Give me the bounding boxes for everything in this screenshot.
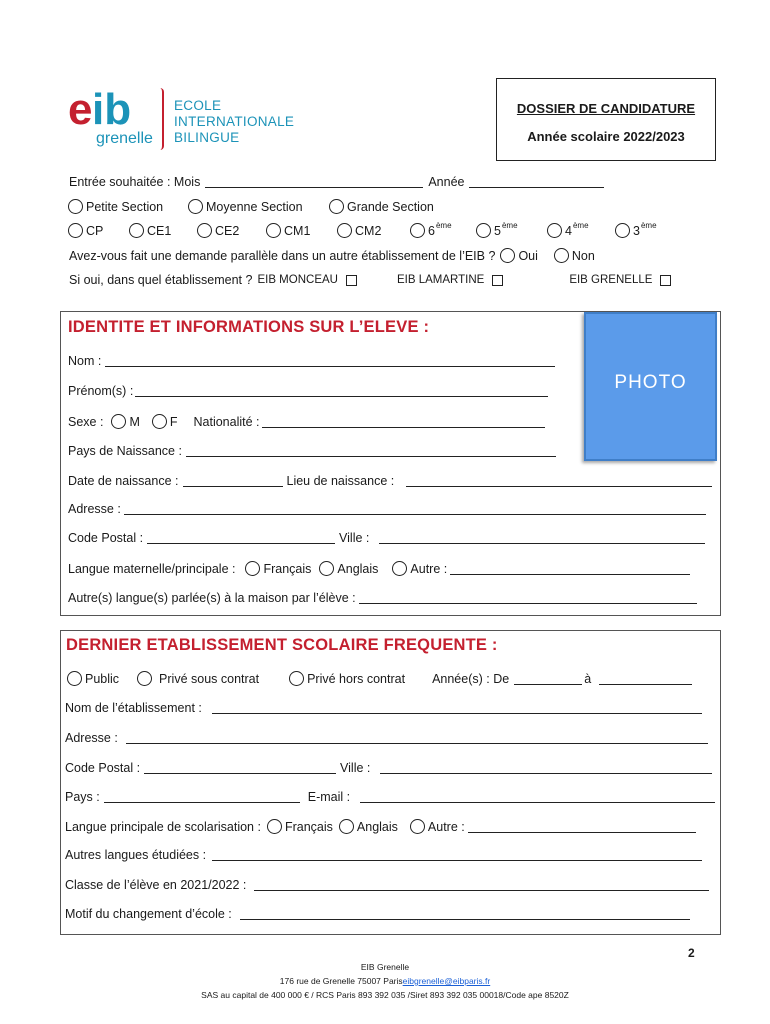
option-school-francais[interactable] [267,819,333,834]
option-label: Public [85,671,120,686]
radio-circle[interactable] [337,223,352,238]
school-option-lamartine[interactable] [397,274,503,286]
student-sex-row [68,414,545,429]
school-logo [68,85,295,154]
entry-row [69,175,604,189]
logo-e: e [68,85,92,134]
student-name-label: Nom : [68,354,102,368]
school-option-grenelle[interactable] [569,274,671,286]
radio-circle[interactable] [188,199,203,214]
option-grande-section[interactable] [329,199,434,214]
option-3eme[interactable] [615,223,657,238]
option-label: Anglais [337,561,379,576]
student-nationality-label: Nationalité : [193,414,260,429]
student-other-languages-row [68,591,697,605]
option-label: M [129,414,140,429]
option-ce1[interactable] [129,223,171,238]
logo-ib: ib [92,85,132,134]
option-sex-f[interactable] [152,414,178,429]
school-other-languages-field[interactable] [212,849,702,861]
option-label: F [169,414,178,429]
student-city-label: Ville : [339,531,370,545]
radio-circle[interactable] [319,561,334,576]
student-sex-label: Sexe : [68,414,104,429]
student-postal-row [68,531,705,545]
footer [0,960,770,1002]
change-reason-row [65,907,690,921]
student-name-field[interactable] [105,355,555,367]
student-birth-country-field[interactable] [186,445,556,457]
radio-circle[interactable] [245,561,260,576]
option-moyenne-section[interactable] [188,199,303,214]
school-name-label: Nom de l’établissement : [65,701,202,715]
parallel-request-row [69,248,595,263]
option-school-anglais[interactable] [339,819,398,834]
school-country-label: Pays : [65,790,100,804]
option-5eme[interactable] [476,223,518,238]
radio-circle[interactable] [392,561,407,576]
school-email-label: E-mail : [307,790,351,804]
radio-circle[interactable] [68,199,83,214]
option-public[interactable] [67,671,119,686]
option-label: CP [86,223,104,238]
student-firstname-label: Prénom(s) : [68,384,134,398]
option-anglais[interactable] [319,561,378,576]
which-school-row [69,273,671,287]
logo-text [174,98,294,146]
ordinal-suffix: ème [572,221,589,230]
entry-month-field[interactable] [205,176,423,188]
footer-address-line [0,974,770,988]
checkbox[interactable] [346,275,357,286]
option-label: Grande Section [347,199,434,214]
radio-circle[interactable] [111,414,126,429]
school-type-row [67,671,692,686]
school-address-field[interactable] [126,732,708,744]
radio-circle[interactable] [410,223,425,238]
student-firstname-row [68,384,548,398]
school-name-row [65,701,702,715]
option-ce2[interactable] [197,223,239,238]
option-4eme[interactable] [547,223,589,238]
school-years-label: Année(s) : De [432,671,510,686]
option-oui[interactable] [500,248,537,263]
option-label: 5 [494,223,501,238]
logo-line: BILINGUE [174,130,240,145]
radio-circle[interactable] [410,819,425,834]
last-school-section-title: DERNIER ETABLISSEMENT SCOLAIRE FREQUENTE : [66,636,498,654]
student-firstname-field[interactable] [135,385,548,397]
option-label: CM2 [355,223,382,238]
option-label: CE2 [215,223,240,238]
option-label: EIB MONCEAU [257,274,338,286]
student-other-languages-field[interactable] [359,592,697,604]
school-language-other-field[interactable] [468,821,696,833]
radio-circle[interactable] [339,819,354,834]
radio-circle[interactable] [476,223,491,238]
student-birthplace-field[interactable] [406,475,712,487]
option-non[interactable] [554,248,595,263]
entry-month-label: Entrée souhaitée : Mois [69,175,201,189]
footer-email-link[interactable]: eibgrenelle@eibparis.fr [402,976,491,986]
school-year: Année scolaire 2022/2023 [527,129,685,144]
radio-circle[interactable] [68,223,83,238]
student-other-languages-label: Autre(s) langue(s) parlée(s) à la maison par l’élève : [68,591,356,605]
option-cm1[interactable] [266,223,310,238]
radio-circle[interactable] [197,223,212,238]
option-label: 6 [428,223,435,238]
entry-year-label: Année [428,175,465,189]
radio-circle[interactable] [152,414,167,429]
school-address-row [65,731,708,745]
radio-circle[interactable] [554,248,569,263]
school-country-field[interactable] [104,791,300,803]
radio-circle[interactable] [289,671,304,686]
radio-circle[interactable] [547,223,562,238]
option-autre[interactable] [392,561,447,576]
option-label: Non [571,248,595,263]
option-label: Anglais [356,819,398,834]
option-label: CE1 [147,223,172,238]
student-birthdate-label: Date de naissance : [68,474,179,488]
option-label: CM1 [284,223,311,238]
school-years-from-field[interactable] [514,673,582,685]
radio-circle[interactable] [67,671,82,686]
student-class-row [65,878,709,892]
ordinal-suffix: ème [501,221,518,230]
student-birthdate-field[interactable] [183,475,283,487]
student-birth-country-label: Pays de Naissance : [68,444,182,458]
student-birth-country-row [68,444,556,458]
radio-circle[interactable] [329,199,344,214]
student-section-title: IDENTITE ET INFORMATIONS SUR L’ELEVE : [68,318,430,336]
option-prive-hors-contrat[interactable] [289,671,405,686]
option-petite-section[interactable] [68,199,163,214]
option-label: Français [263,561,312,576]
school-city-field[interactable] [380,762,712,774]
footer-legal: SAS au capital de 400 000 € / RCS Paris 893 392 035 /Siret 893 392 035 00018/Code ape 8520Z [201,990,569,1000]
option-label: 4 [565,223,572,238]
option-label: 3 [633,223,640,238]
photo-label: PHOTO [614,372,687,393]
which-school-label: Si oui, dans quel établissement ? [69,273,253,287]
ordinal-suffix: ème [640,221,657,230]
ordinal-suffix: ème [435,221,452,230]
logo-divider [160,88,164,150]
checkbox[interactable] [492,275,503,286]
footer-school-name: EIB Grenelle [360,962,410,972]
school-years-to-label: à [584,671,592,686]
school-option-monceau[interactable] [257,274,357,286]
radio-circle[interactable] [500,248,515,263]
radio-circle[interactable] [615,223,630,238]
school-email-field[interactable] [360,791,715,803]
dossier-title: DOSSIER DE CANDIDATURE [516,101,696,116]
photo-placeholder[interactable] [584,312,717,461]
option-label: Français [284,819,333,834]
entry-year-field[interactable] [469,176,604,188]
checkbox[interactable] [660,275,671,286]
school-name-field[interactable] [212,702,702,714]
student-postal-label: Code Postal : [68,531,144,545]
option-francais[interactable] [245,561,311,576]
option-cm2[interactable] [337,223,381,238]
student-address-label: Adresse : [68,502,121,516]
application-title-box [496,78,716,161]
student-class-field[interactable] [254,879,709,891]
school-other-languages-row [65,848,702,862]
logo-line: ECOLE [174,98,222,113]
student-nationality-field[interactable] [262,416,545,428]
student-name-row [68,354,555,368]
radio-circle[interactable] [129,223,144,238]
school-postal-label: Code Postal : [65,761,141,775]
school-postal-field[interactable] [144,762,336,774]
option-label: Petite Section [86,199,164,214]
option-label: Autre : [410,561,448,576]
student-language-other-field[interactable] [450,563,690,575]
student-city-field[interactable] [379,532,705,544]
student-language-row [68,561,690,576]
student-address-row [68,502,706,516]
option-label: Privé sous contrat [159,671,260,686]
option-school-autre[interactable] [410,819,465,834]
option-6eme[interactable] [410,223,452,238]
option-label: Autre : [427,819,465,834]
parallel-request-question: Avez-vous fait une demande parallèle dans un autre établissement de l’EIB ? [69,248,496,263]
student-address-field[interactable] [124,503,706,515]
option-label: Oui [518,248,538,263]
radio-circle[interactable] [266,223,281,238]
change-reason-label: Motif du changement d’école : [65,907,232,921]
option-label: Moyenne Section [206,199,303,214]
logo-grenelle: grenelle [96,130,153,147]
option-sex-m[interactable] [111,414,139,429]
school-country-row [65,790,715,804]
school-language-label: Langue principale de scolarisation : [65,819,261,834]
option-cp[interactable] [68,223,103,238]
option-label: EIB LAMARTINE [396,274,485,286]
school-city-label: Ville : [340,761,371,775]
option-prive-sous-contrat[interactable] [137,671,259,686]
student-birthplace-label: Lieu de naissance : [286,474,395,488]
logo-line: INTERNATIONALE [174,114,295,129]
change-reason-field[interactable] [240,908,690,920]
student-birth-row [68,474,712,488]
student-class-label: Classe de l’élève en 2021/2022 : [65,878,247,892]
radio-circle[interactable] [267,819,282,834]
school-postal-row [65,761,712,775]
radio-circle[interactable] [137,671,152,686]
school-address-label: Adresse : [65,731,118,745]
school-other-languages-label: Autres langues étudiées : [65,848,207,862]
page-number: 2 [688,946,695,960]
school-language-row [65,819,696,834]
school-years-to-field[interactable] [599,673,692,685]
option-label: EIB GRENELLE [569,274,653,286]
option-label: Privé hors contrat [307,671,406,686]
student-postal-field[interactable] [147,532,335,544]
footer-address: 176 rue de Grenelle 75007 Paris [279,976,403,986]
student-language-label: Langue maternelle/principale : [68,561,236,576]
